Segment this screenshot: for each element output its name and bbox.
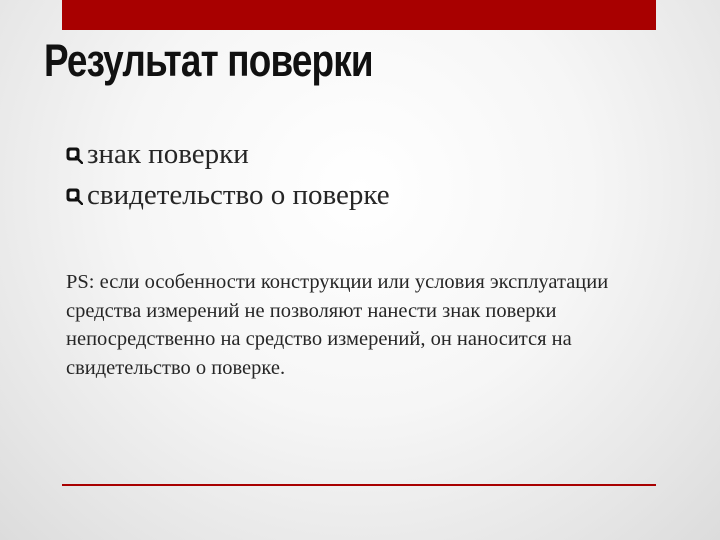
top-accent-bar xyxy=(62,0,656,30)
bottom-divider xyxy=(62,484,656,486)
q-square-bullet-icon xyxy=(66,147,83,164)
bullet-text: знак поверки xyxy=(87,138,249,170)
ps-note: PS: если особенности конструкции или условия эксплуатации средства измерений не позволяют нанести знак поверки непосредственно на средство измерений, он наносится на свидетельство о поверке. xyxy=(66,271,609,379)
bullet-list xyxy=(66,134,390,216)
q-square-bullet-icon xyxy=(66,188,83,205)
bullet-text: свидетельство о поверке xyxy=(87,179,390,211)
slide-title: Результат поверки xyxy=(44,35,373,86)
bullet-item xyxy=(66,134,390,175)
bullet-item xyxy=(66,175,390,216)
